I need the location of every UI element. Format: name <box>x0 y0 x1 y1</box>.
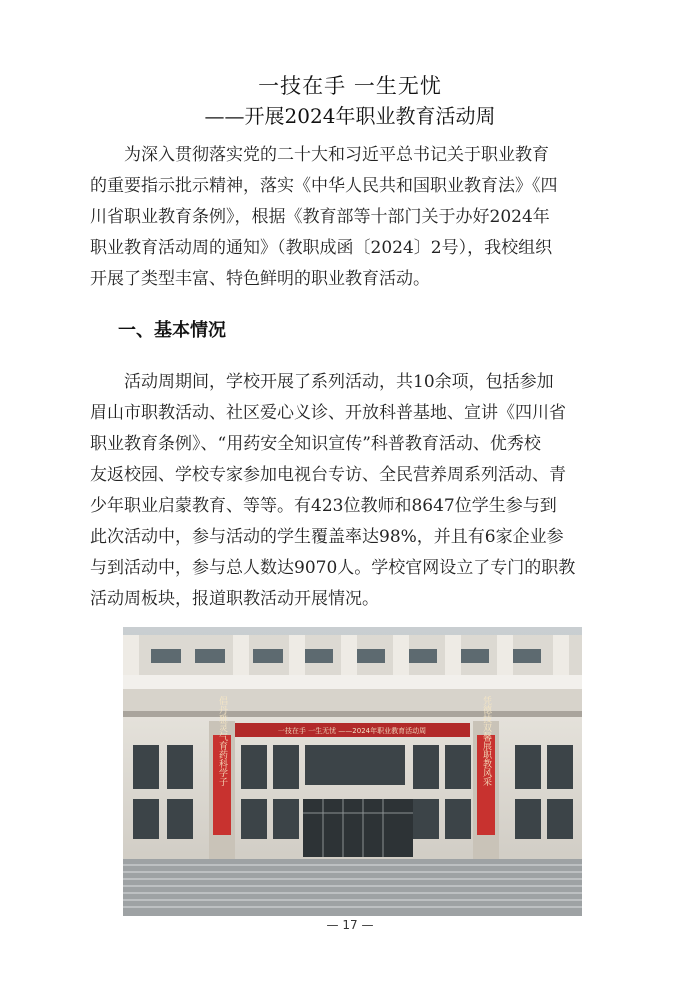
section1-paragraph <box>90 367 615 615</box>
body-line: 友返校园、学校专家参加电视台专访、全民营养周系列活动、青 <box>90 465 566 485</box>
body-line: 与到活动中，参与总人数达9070人。学校官网设立了专门的职教 <box>90 558 576 578</box>
intro-line: 川省职业教育条例》，根据《教育部等十部门关于办好2024年 <box>90 207 550 227</box>
campus-building-photo <box>123 627 582 916</box>
intro-line: 职业教育活动周的通知》（教职成函〔2024〕2号），我校组织 <box>90 238 553 258</box>
body-line: 少年职业启蒙教育、等等。有423位教师和8647位学生参与到 <box>90 496 557 516</box>
intro-line: 的重要指示批示精神，落实《中华人民共和国职业教育法》《四 <box>90 176 558 196</box>
body-line: 眉山市职教活动、社区爱心义诊、开放科普基地、宣讲《四川省 <box>90 403 566 423</box>
banner-text: 一技在手 一生无忧 ——2024年职业教育活动周 <box>277 727 427 735</box>
intro-line: 为深入贯彻落实党的二十大和习近平总书记关于职业教育 <box>124 145 549 165</box>
intro-paragraph <box>90 140 615 295</box>
body-line: 活动周板块，报道职教活动开展情况。 <box>90 589 379 609</box>
document-subtitle: ——开展2024年职业教育活动周 <box>204 104 496 128</box>
left-couplet: 倡丹雅灵气育药科学子 <box>217 696 227 786</box>
right-couplet: 凭德技双馨展职教风采 <box>481 696 491 786</box>
body-line: 职业教育条例》、“用药安全知识宣传”科普教育活动、优秀校 <box>90 434 541 454</box>
document-title: 一技在手 一生无忧 <box>258 74 442 98</box>
intro-line: 开展了类型丰富、特色鲜明的职业教育活动。 <box>90 269 430 289</box>
body-line: 此次活动中，参与活动的学生覆盖率达98%，并且有6家企业参 <box>90 527 564 547</box>
body-line: 活动周期间，学校开展了系列活动，共10余项，包括参加 <box>124 372 554 392</box>
building-illustration <box>123 627 582 916</box>
page-number: — 17 — <box>326 918 374 932</box>
section-heading: 一、基本情况 <box>118 320 226 341</box>
